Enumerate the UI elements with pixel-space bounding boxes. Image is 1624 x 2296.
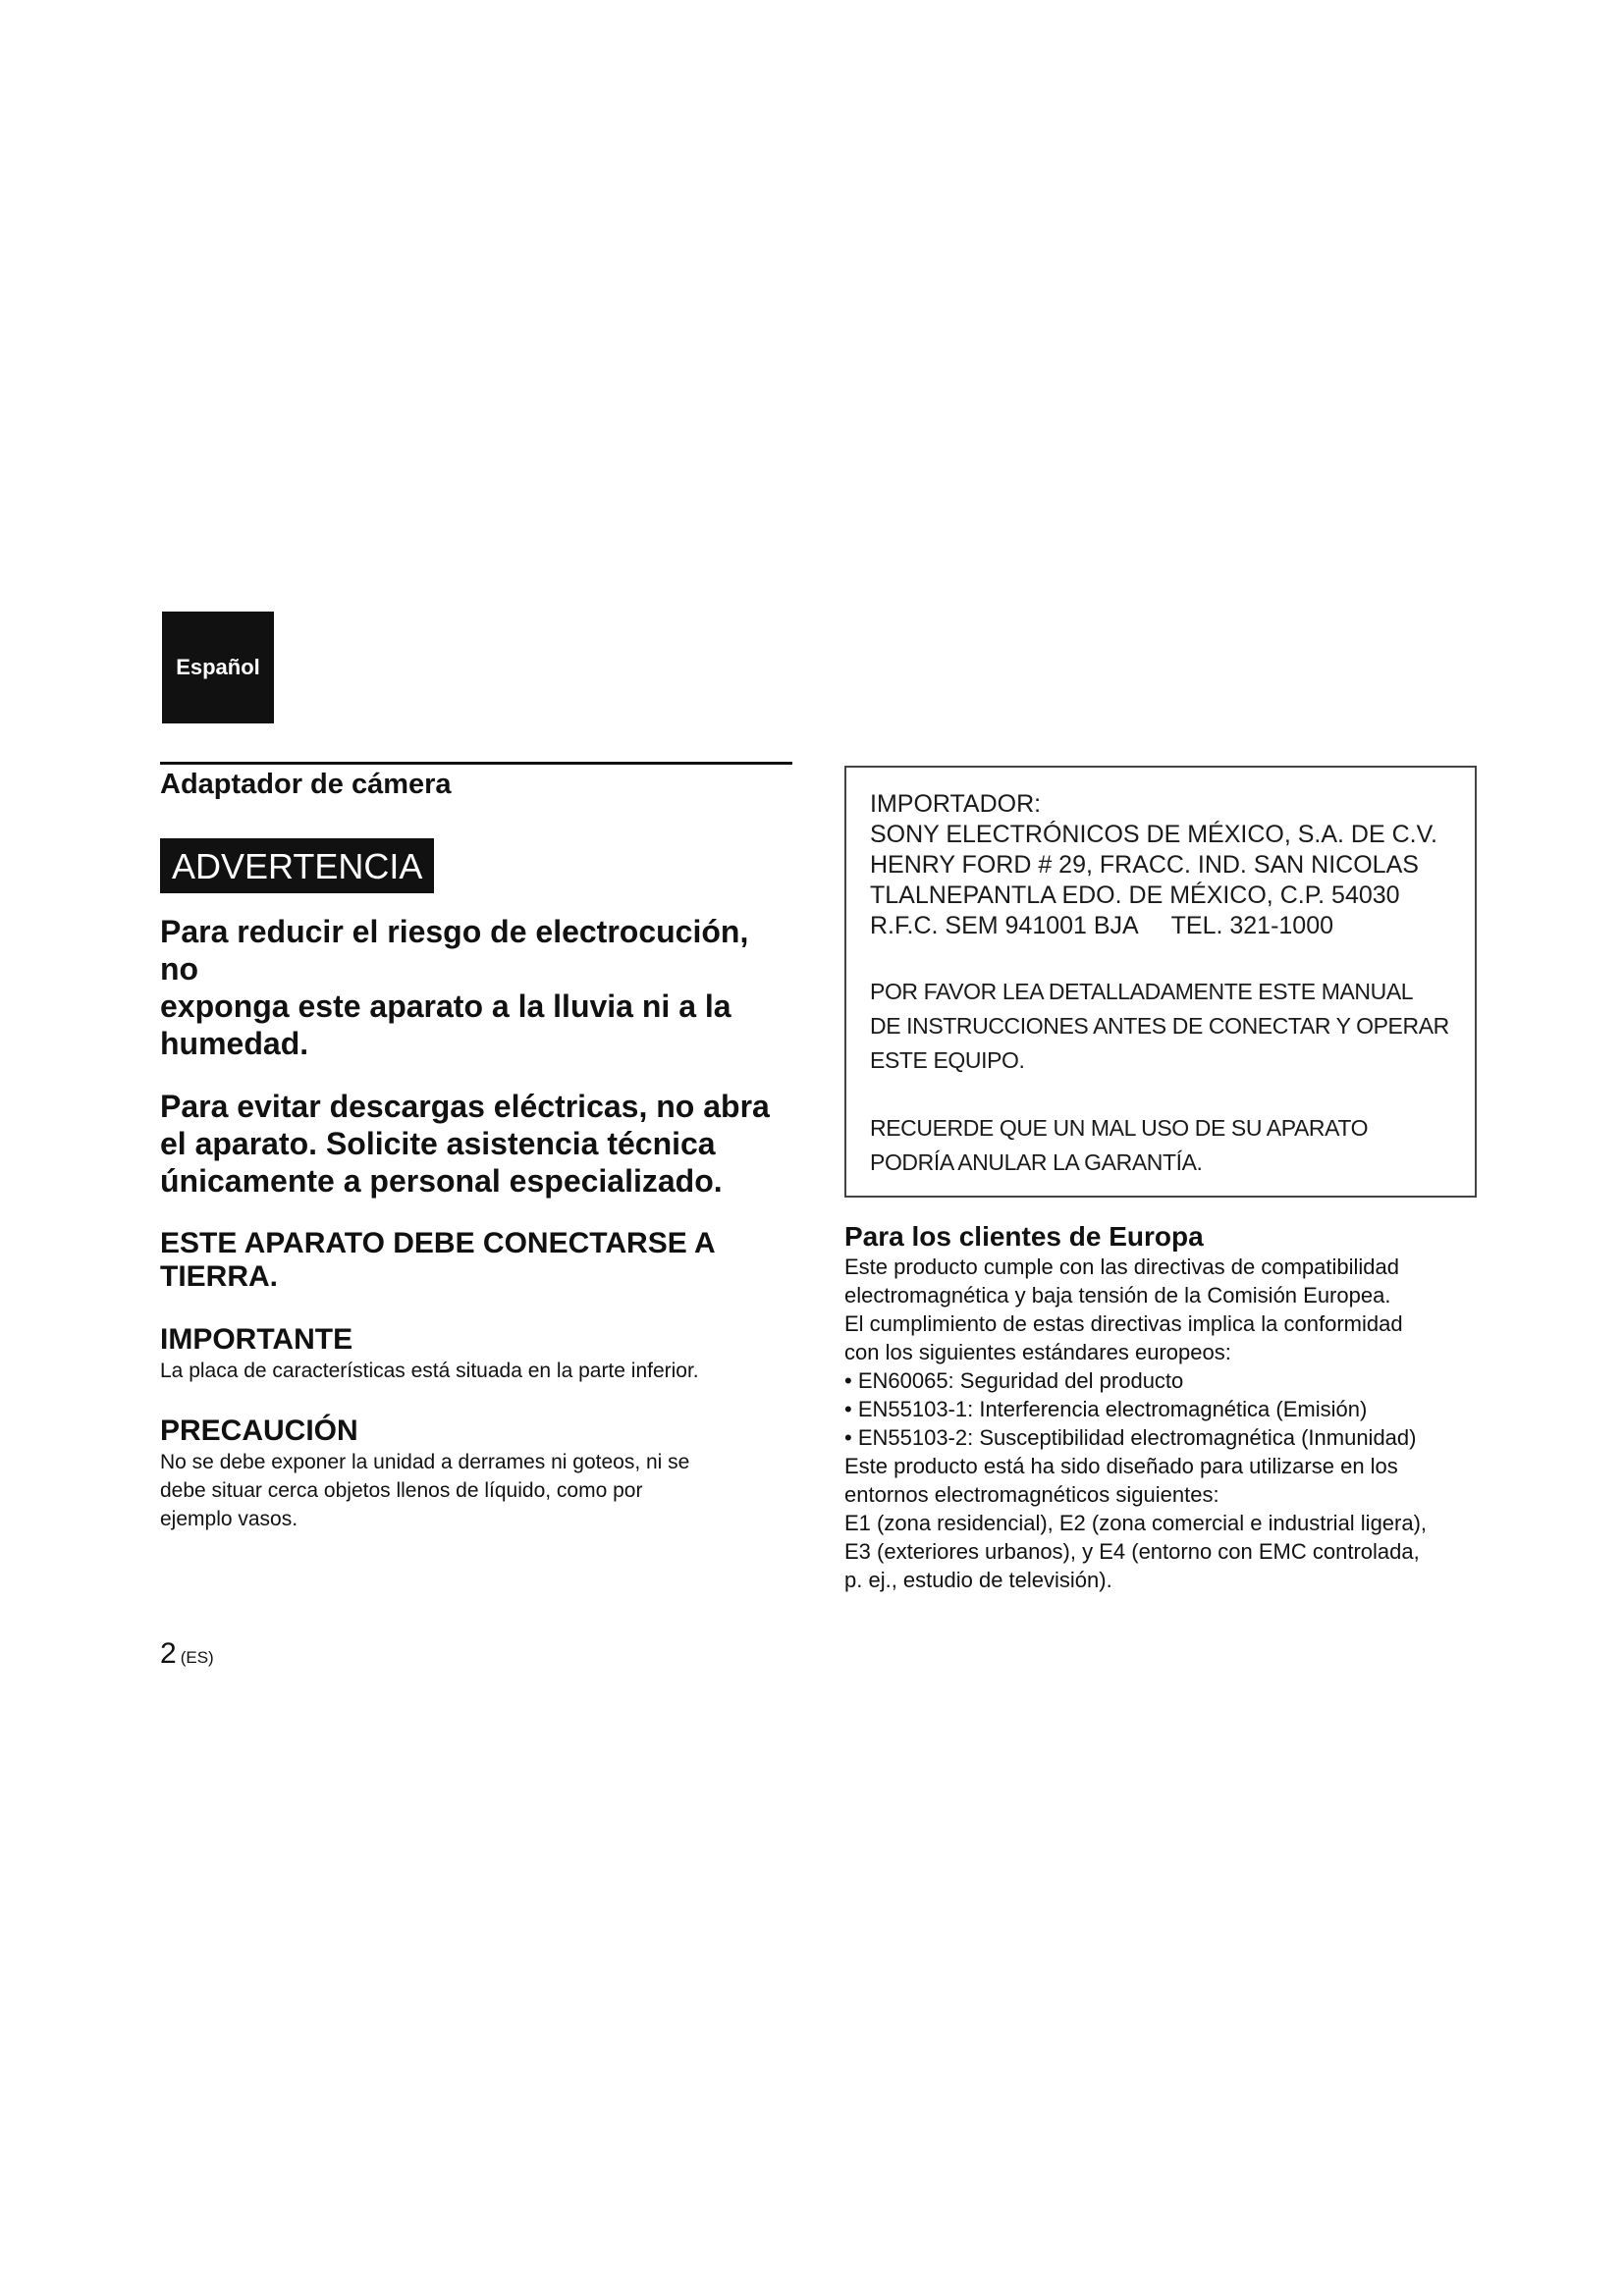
europe-line: p. ej., estudio de televisión). [844, 1568, 1112, 1592]
language-tab-label: Español [176, 655, 260, 679]
manual-notice-line: POR FAVOR LEA DETALLADAMENTE ESTE MANUAL [870, 979, 1414, 1004]
caution-line: debe situar cerca objetos llenos de líquido, como por [160, 1479, 643, 1502]
importer-line: IMPORTADOR: [870, 790, 1042, 818]
warning-rain [160, 913, 792, 1062]
importer-line: SONY ELECTRÓNICOS DE MÉXICO, S.A. DE C.V. [870, 821, 1437, 848]
europe-line: con los siguientes estándares europeos: [844, 1340, 1231, 1364]
europe-heading: Para los clientes de Europa [844, 1221, 1204, 1252]
section-title: Adaptador de cámera [160, 769, 452, 800]
manual-notice-line: ESTE EQUIPO. [870, 1047, 1025, 1073]
europe-line: E1 (zona residencial), E2 (zona comercial e industrial ligera), [844, 1511, 1428, 1535]
warning-shock [160, 1088, 792, 1200]
page-number [160, 1637, 214, 1671]
europe-text [844, 1253, 1492, 1594]
caution-text [160, 1448, 792, 1533]
caution-line: ejemplo vasos. [160, 1508, 298, 1530]
ground-notice [160, 1227, 792, 1294]
warranty-notice-line: RECUERDE QUE UN MAL USO DE SU APARATO [870, 1115, 1369, 1141]
warning-shock-line: únicamente a personal especializado. [160, 1163, 723, 1199]
europe-section [844, 1221, 1492, 1594]
importer-box [844, 766, 1477, 1198]
warning-rain-line: humedad. [160, 1026, 309, 1061]
important-heading: IMPORTANTE [160, 1323, 353, 1356]
warning-rain-line: exponga este aparato a la lluvia ni a la [160, 988, 731, 1024]
warning-shock-line: el aparato. Solicite asistencia técnica [160, 1126, 716, 1161]
language-tab [162, 612, 274, 723]
important-text: La placa de características está situada en la parte inferior. [160, 1360, 699, 1382]
ground-notice-line: ESTE APARATO DEBE CONECTARSE A [160, 1227, 716, 1259]
europe-line: entornos electromagnéticos siguientes: [844, 1482, 1219, 1507]
europe-line: Este producto cumple con las directivas de compatibilidad [844, 1255, 1399, 1279]
caution-heading: PRECAUCIÓN [160, 1415, 358, 1447]
importer-line: HENRY FORD # 29, FRACC. IND. SAN NICOLAS [870, 851, 1419, 879]
europe-line: • EN60065: Seguridad del producto [844, 1368, 1184, 1393]
section-rule [160, 762, 792, 765]
europe-line: E3 (exteriores urbanos), y E4 (entorno con EMC controlada, [844, 1539, 1420, 1564]
ground-notice-line: TIERRA. [160, 1260, 278, 1293]
warning-badge: ADVERTENCIA [160, 838, 434, 893]
warning-rain-line: Para reducir el riesgo de electrocución, no [160, 914, 749, 987]
europe-line: electromagnética y baja tensión de la Comisión Europea. [844, 1283, 1391, 1308]
europe-line: • EN55103-1: Interferencia electromagnética (Emisión) [844, 1397, 1368, 1421]
importer-line: R.F.C. SEM 941001 BJA TEL. 321-1000 [870, 912, 1334, 939]
importer-line: TLALNEPANTLA EDO. DE MÉXICO, C.P. 54030 [870, 881, 1400, 909]
europe-line: Este producto está ha sido diseñado para utilizarse en los [844, 1454, 1398, 1478]
page-number-value: 2 [160, 1637, 177, 1670]
warning-shock-line: Para evitar descargas eléctricas, no abra [160, 1089, 770, 1124]
manual-notice-line: DE INSTRUCCIONES ANTES DE CONECTAR Y OPERAR [870, 1013, 1449, 1039]
caution-line: No se debe exponer la unidad a derrames ni goteos, ni se [160, 1451, 690, 1473]
page-number-suffix: (ES) [180, 1648, 214, 1667]
left-column [160, 762, 792, 1533]
europe-line: El cumplimiento de estas directivas implica la conformidad [844, 1311, 1403, 1336]
europe-line: • EN55103-2: Susceptibilidad electromagnética (Inmunidad) [844, 1425, 1417, 1450]
warranty-notice-line: PODRÍA ANULAR LA GARANTÍA. [870, 1149, 1203, 1175]
